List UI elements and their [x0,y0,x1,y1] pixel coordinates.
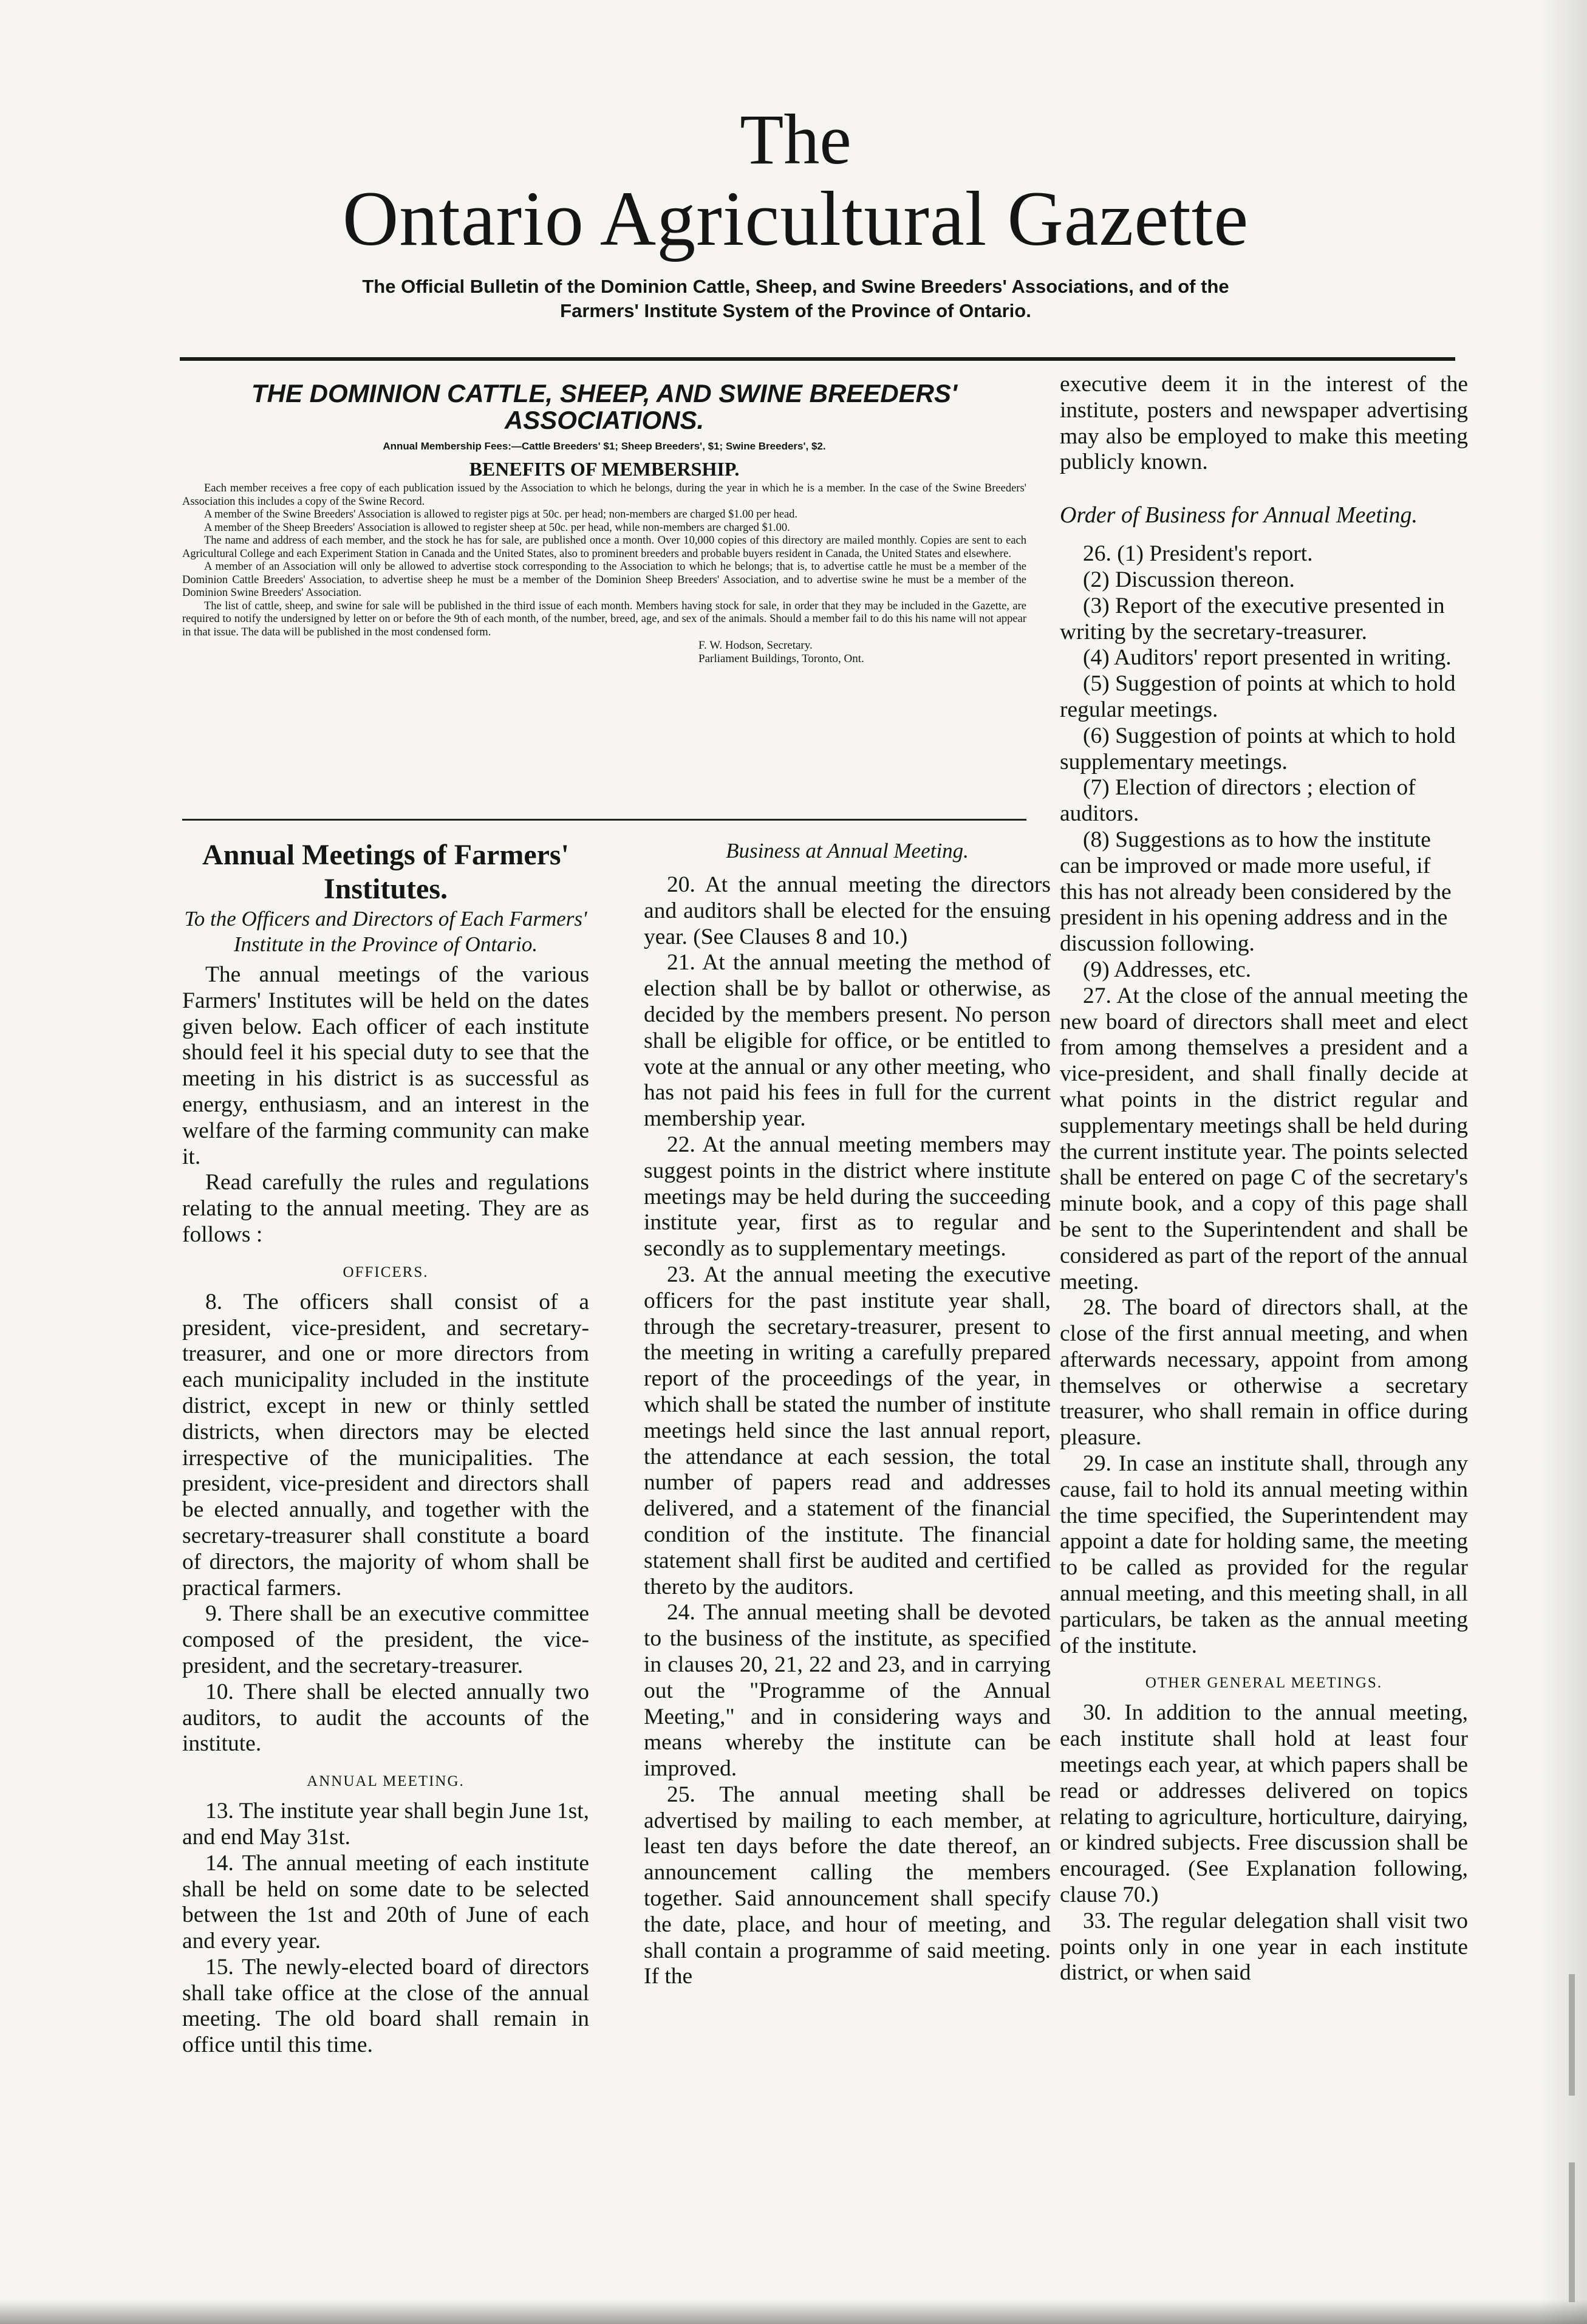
clause-paragraph: 30. In addition to the annual meeting, each institute shall hold at least four meetings each year, at which papers shall be read or addresses delivered on topics relating to agriculture, horticulture, dairying, or kindred subjects. Free discussion shall be encouraged. (See Explanation following, clause 70.) [1060,1700,1468,1908]
clause-paragraph: 8. The officers shall consist of a president, vice-president, and secretary-treasurer, and one or more directors from each municipality included in the institute district, except in new or thinly settled districts, when directors may be elected irrespective of the municipalities. The president, vice-president and directors shall be elected annually, and together with the secretary-treasurer shall constitute a board of directors, the majority of whom shall be practical farmers. [182,1289,589,1601]
general-meetings-heading: OTHER GENERAL MEETINGS. [1145,1675,1383,1692]
masthead [152,100,1439,323]
clause-paragraph: 15. The newly-elected board of directors shall take office at the close of the annual meeting. The old board shall remain in office until this time. [182,1954,589,2058]
membership-fees: Annual Membership Fees:—Cattle Breeders' $1; Sheep Breeders', $1; Swine Breeders', $2. [383,440,826,452]
clause-paragraph: 29. In case an institute shall, through any cause, fail to hold its annual meeting within the time specified, the Superintendent may appoint a date for holding same, the meeting to be called as provided for the regular annual meeting, and this meeting shall, in all particulars, be taken as the annual meeting of the institute. [1060,1451,1468,1658]
masthead-title-the: The [740,100,852,179]
article-salutation: To the Officers and Directors of Each Farmers' Institute in the Province of Ontario. [184,907,587,956]
column-1 [182,838,589,2059]
annual-meeting-heading: ANNUAL MEETING. [307,1773,465,1790]
column-3 [1060,372,1468,1986]
notice-paragraph: The name and address of each member, and the stock he has for sale, are published once a month. Over 10,000 copies of this directory are mailed monthly. Copies are sent to each Agricultural College and each Experiment Station in Canada and the United States, also to prominent breeders and probable buyers resident in Canada, the United States and elsewhere. [182,535,1026,560]
list-item: (8) Suggestions as to how the institute can be improved or made more useful, if this has not already been considered by the president in his opening address and in the discussion following. [1060,827,1452,957]
page-edge-shadow [1538,0,1587,2324]
list-item: (3) Report of the executive presented in writing by the secretary-treasurer. [1060,593,1445,644]
list-item: 26. (1) President's report. [1083,541,1313,567]
clause-paragraph: 21. At the annual meeting the method of election shall be by ballot or otherwise, as decided by the members present. No person shall be eligible for office, or be entitled to vote at the annual or any other meeting, who has not paid his fees in full for the current membership year. [644,950,1051,1132]
list-item: (7) Election of directors ; election of auditors. [1060,775,1416,827]
list-item: (4) Auditors' report presented in writing. [1083,645,1452,671]
notice-rule [182,819,1026,821]
order-of-business-heading: Order of Business for Annual Meeting. [1060,502,1418,528]
article-heading: Annual Meetings of Farmers' Institutes. [202,839,569,905]
notice-heading: THE DOMINION CATTLE, SHEEP, AND SWINE BREEDERS' ASSOCIATIONS. [251,379,957,434]
list-item: (2) Discussion thereon. [1083,567,1295,592]
officers-heading: OFFICERS. [343,1263,429,1280]
edge-stain [1569,2162,1575,2302]
clause-paragraph: 20. At the annual meeting the directors and auditors shall be elected for the ensuing year. (See Clauses 8 and 10.) [644,872,1051,949]
list-item: (9) Addresses, etc. [1083,957,1252,982]
clause-paragraph: 14. The annual meeting of each institute shall be held on some date to be selected between the 1st and 20th of June of each and every year. [182,1850,589,1954]
clause-paragraph: 10. There shall be elected annually two auditors, to audit the accounts of the institute. [182,1679,589,1757]
article-paragraph: Read carefully the rules and regulations relating to the annual meeting. They are as follows : [182,1170,589,1247]
clause-paragraph: 22. At the annual meeting members may suggest points in the district where institute meetings may be held during the succeeding institute year, first as to regular and secondly as to supplementary meetings. [644,1132,1051,1262]
tagline-line-1: The Official Bulletin of the Dominion Cattle, Sheep, and Swine Breeders' Associations, and of the [362,276,1229,297]
notice-signature: F. W. Hodson, Secretary. [698,639,813,652]
business-heading: Business at Annual Meeting. [726,839,969,863]
clause-paragraph: 9. There shall be an executive committee composed of the president, the vice-president, and the secretary-treasurer. [182,1601,589,1678]
notice-paragraph: A member of the Swine Breeders' Association is allowed to register pigs at 50c. per head; non-members are charged $1.00 per head. [204,508,798,521]
benefits-heading: BENEFITS OF MEMBERSHIP. [469,458,740,480]
clause-paragraph: 25. The annual meeting shall be advertised by mailing to each member, at least ten days before the date thereof, an announcement calling the members together. Said announcement shall specify the date, place, and hour of meeting, and shall contain a programme of said meeting. If the [644,1782,1051,1989]
notice-paragraph: A member of the Sheep Breeders' Association is allowed to register sheep at 50c. per head, while non-members are charged $1.00. [204,521,790,534]
masthead-title: Ontario Agricultural Gazette [342,176,1249,262]
clause-paragraph: 24. The annual meeting shall be devoted to the business of the institute, as specified in clauses 20, 21, 22 and 23, and in carrying out the "Programme of the Annual Meeting," and in considering ways and means whereby the institute can be improved. [644,1600,1051,1782]
order-of-business-list [1060,541,1468,983]
clause-paragraph: 28. The board of directors shall, at the close of the first annual meeting, and when afterwards necessary, appoint from among themselves or otherwise a secretary treasurer, who shall remain in office during pleasure. [1060,1295,1468,1451]
list-item: (6) Suggestion of points at which to hold supplementary meetings. [1060,723,1456,774]
notice-paragraph: The list of cattle, sheep, and swine for sale will be published in the third issue of each month. Members having stock for sale, in order that they may be included in the Gazette, are required to notify the undersigned by letter on or before the 9th of each month, of the number, breed, age, and sex of the animals. Should a member fail to do this his name will not appear in that issue. The data will be published in the most condensed form. [182,600,1026,638]
continued-paragraph: executive deem it in the interest of the institute, posters and newspaper advertising may also be employed to make this meeting publicly known. [1060,372,1468,475]
masthead-rule [180,357,1455,361]
edge-stain [1569,1974,1575,2096]
list-item: (5) Suggestion of points at which to hold regular meetings. [1060,671,1456,722]
article-paragraph: The annual meetings of the various Farmers' Institutes will be held on the dates given below. Each officer of each institute should feel it his special duty to see that the meeting in his district is as successful as energy, enthusiasm, and an interest in the welfare of the farming community can make it. [182,962,589,1169]
association-notice [182,372,1026,666]
masthead-tagline [152,275,1439,323]
clause-paragraph: 13. The institute year shall begin June 1st, and end May 31st. [182,1799,589,1850]
page-bottom-edge [0,2300,1587,2324]
column-2 [644,838,1051,1990]
clause-paragraph: 23. At the annual meeting the executive officers for the past institute year shall, through the secretary-treasurer, present to the meeting in writing a carefully prepared report of the proceedings of the year, in which shall be stated the number of institute meetings held since the last annual report, the attendance at each session, the total number of papers read and addresses delivered, and a statement of the financial condition of the institute. The financial statement shall first be audited and certified thereto by the auditors. [644,1262,1051,1599]
notice-address: Parliament Buildings, Toronto, Ont. [698,652,864,665]
notice-paragraph: A member of an Association will only be allowed to advertise stock corresponding to the Association to which he belongs; that is, to advertise cattle he must be a member of the Dominion Cattle Breeders' Association, to advertise sheep he must be a member of the Dominion Sheep Breeders' Association, and to advertise swine he must be a member of the Dominion Swine Breeders' Association. [182,561,1026,599]
clause-paragraph: 27. At the close of the annual meeting the new board of directors shall meet and elect from among themselves a president and a vice-president, and shall finally decide at what points in the district regular and supplementary meetings shall be held during the current institute year. The points selected shall be entered on page C of the secretary's minute book, and a copy of this page shall be sent to the Superintendent and shall be considered as part of the report of the annual meeting. [1060,983,1468,1294]
clause-paragraph: 33. The regular delegation shall visit two points only in one year in each institute district, or when said [1060,1908,1468,1986]
tagline-line-2: Farmers' Institute System of the Province of Ontario. [560,300,1031,321]
notice-paragraph: Each member receives a free copy of each publication issued by the Association to which he belongs, during the year in which he is a member. In the case of the Swine Breeders' Association this includes a copy of the Swine Record. [182,482,1026,508]
